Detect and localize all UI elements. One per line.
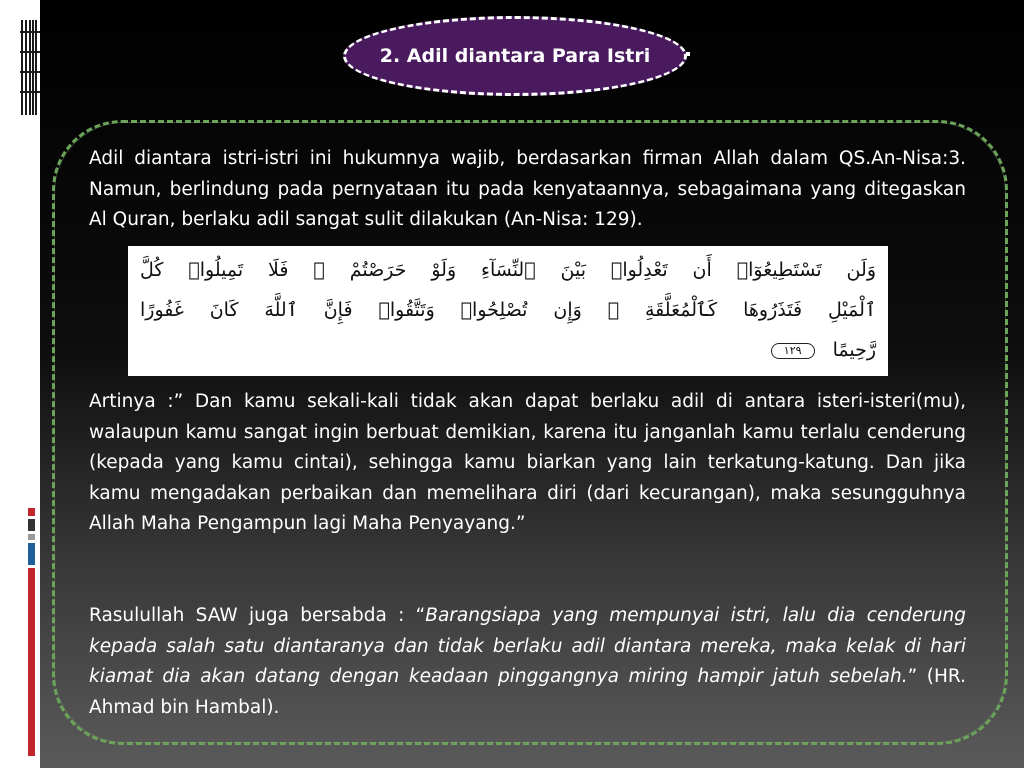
- quran-verse-image: [128, 246, 888, 376]
- verse-line-3: [140, 330, 876, 370]
- hadith-lead: Rasulullah SAW juga bersabda : “: [89, 605, 426, 626]
- translation-paragraph: Artinya :” Dan kamu sekali-kali tidak akan dapat berlaku adil di antara isteri-isteri(mu), walaupun kamu sangat ingin berbuat demikian, karena itu janganlah kamu terlalu cenderung (kepada yang kamu cintai), sehingga kamu biarkan yang lain terkatung-katung. Dan jika kamu mengadakan perbaikan dan memelihara diri (dari kecurangan), maka sesungguhnya Allah Maha Pengampun lagi Maha Penyayang.”: [89, 391, 966, 534]
- accent-bar-blue: [28, 543, 35, 565]
- hadith-paragraph: [89, 601, 966, 723]
- accent-bar-red-top: [28, 508, 35, 516]
- accent-bar-red-long: [28, 568, 35, 756]
- ayah-number-marker: ١٢٩: [771, 343, 815, 359]
- title-dot: [686, 52, 690, 56]
- accent-bars: [28, 508, 38, 763]
- decorative-lines: [0, 0, 40, 120]
- intro-paragraph: Adil diantara istri-istri ini hukumnya wajib, berdasarkan firman Allah dalam QS.An-Nisa:3. Namun, berlindung pada pernyataan itu pada kenyataannya, sebagaimana yang ditegaskan Al Quran, berlaku adil sangat sulit dilakukan (An-Nisa: 129).: [89, 148, 966, 230]
- accent-bar-black: [28, 519, 35, 531]
- accent-bar-gray: [28, 534, 35, 540]
- hadith-source: ” (HR. Ahmad bin Hambal).: [89, 666, 966, 718]
- verse-line-1: وَلَن تَسْتَطِيعُوٓا۟ أَن تَعْدِلُوا۟ بَيْنَ ٱلنِّسَآءِ وَلَوْ حَرَصْتُمْ ۖ فَلَا تَمِيلُوا۟ كُلَّ: [140, 259, 876, 281]
- hadith-quote: Barangsiapa yang mempunyai istri, lalu dia cenderung kepada salah satu diantaranya dan tidak berlaku adil diantara mereka, maka kelak di hari kiamat dia akan datang dengan keadaan pinggangnya miring hampir jatuh sebelah.: [89, 605, 966, 687]
- slide-title: 2. Adil diantara Para Istri: [379, 45, 651, 67]
- verse-line-2: ٱلْمَيْلِ فَتَذَرُوهَا كَٱلْمُعَلَّقَةِ ۚ وَإِن تُصْلِحُوا۟ وَتَتَّقُوا۟ فَإِنَّ ٱللَّهَ كَانَ غَفُورًا: [140, 299, 876, 321]
- title-banner: [343, 16, 687, 96]
- verse-line-3-text: رَّحِيمًا: [832, 339, 876, 361]
